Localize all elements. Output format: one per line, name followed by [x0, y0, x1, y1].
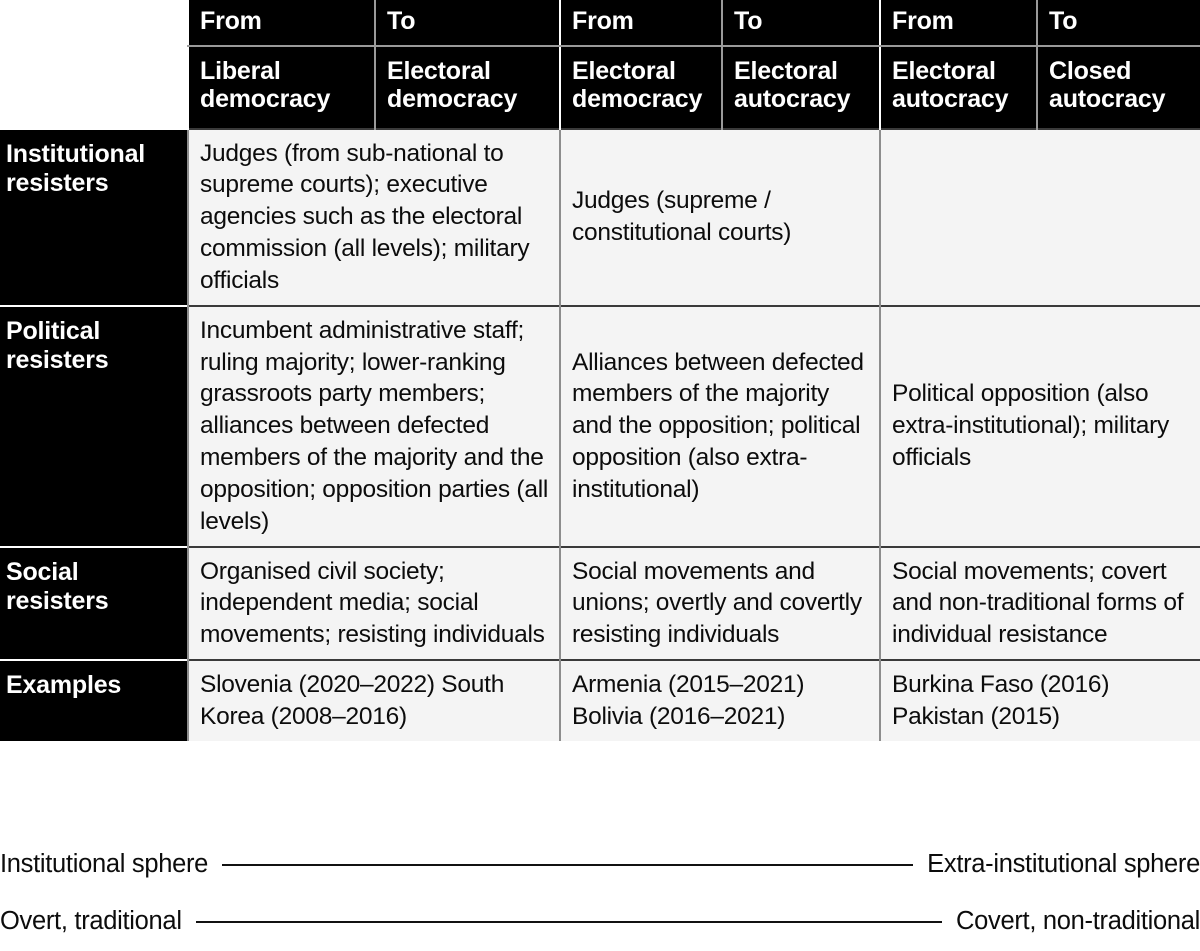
header-from-group-2: From [560, 0, 722, 46]
table-row [0, 547, 1200, 661]
axis-scales [0, 836, 1200, 950]
header-regime-closed-autocracy: Closed autocracy [1037, 46, 1200, 129]
cell-political-liberal-to-electoral: Incumbent administrative staff; ruling majority; lower-ranking grassroots party members; alliances between defected members of the majority and the opposition; opposition parties (all levels) [188, 306, 560, 547]
header-row-direction [0, 0, 1200, 46]
cell-social-liberal-to-electoral: Organised civil society; independent media; social movements; resisting individuals [188, 547, 560, 661]
cell-institutional-electoral-dem-to-aut: Judges (supreme / constitutional courts) [560, 129, 880, 306]
cell-institutional-electoral-aut-to-closed [880, 129, 1200, 306]
cell-political-electoral-aut-to-closed: Political opposition (also extra-institutional); military officials [880, 306, 1200, 547]
scale-sphere-left-label: Institutional sphere [0, 849, 209, 878]
cell-examples-electoral-dem-to-aut: Armenia (2015–2021) Bolivia (2016–2021) [560, 660, 880, 741]
scale-sphere-connector-line [222, 864, 913, 866]
row-header-institutional-resisters: Institutional resisters [0, 129, 188, 306]
row-header-political-resisters: Political resisters [0, 306, 188, 547]
header-corner-blank-2 [0, 46, 188, 129]
row-header-social-resisters: Social resisters [0, 547, 188, 661]
header-corner-blank [0, 0, 188, 46]
scale-visibility [0, 893, 1200, 950]
table-row [0, 660, 1200, 741]
cell-examples-liberal-to-electoral: Slovenia (2020–2022) South Korea (2008–2016) [188, 660, 560, 741]
table-body [0, 129, 1200, 741]
cell-political-electoral-dem-to-aut: Alliances between defected members of the majority and the opposition; political opposition (also extra-institutional) [560, 306, 880, 547]
header-row-regime-type [0, 46, 1200, 129]
header-regime-electoral-democracy-2: Electoral democracy [560, 46, 722, 129]
header-to-group-1: To [375, 0, 560, 46]
cell-examples-electoral-aut-to-closed: Burkina Faso (2016) Pakistan (2015) [880, 660, 1200, 741]
table-header [0, 0, 1200, 129]
scale-visibility-right-label: Covert, non-traditional [956, 906, 1200, 935]
header-from-group-3: From [880, 0, 1037, 46]
row-header-examples: Examples [0, 660, 188, 741]
header-regime-electoral-democracy-1: Electoral democracy [375, 46, 560, 129]
table-row [0, 129, 1200, 306]
cell-social-electoral-dem-to-aut: Social movements and unions; overtly and covertly resisting individuals [560, 547, 880, 661]
header-from-group-1: From [188, 0, 375, 46]
scale-visibility-connector-line [196, 921, 942, 923]
header-regime-electoral-autocracy-2: Electoral autocracy [880, 46, 1037, 129]
cell-social-electoral-aut-to-closed: Social movements; covert and non-traditional forms of individual resistance [880, 547, 1200, 661]
header-regime-electoral-autocracy-1: Electoral autocracy [722, 46, 880, 129]
header-regime-liberal-democracy: Liberal democracy [188, 46, 375, 129]
cell-institutional-liberal-to-electoral: Judges (from sub-national to supreme courts); executive agencies such as the electoral commission (all levels); military officials [188, 129, 560, 306]
header-to-group-2: To [722, 0, 880, 46]
scale-sphere [0, 836, 1200, 893]
scale-sphere-right-label: Extra-institutional sphere [927, 849, 1200, 878]
table-row [0, 306, 1200, 547]
scale-visibility-left-label: Overt, traditional [0, 906, 182, 935]
header-to-group-3: To [1037, 0, 1200, 46]
